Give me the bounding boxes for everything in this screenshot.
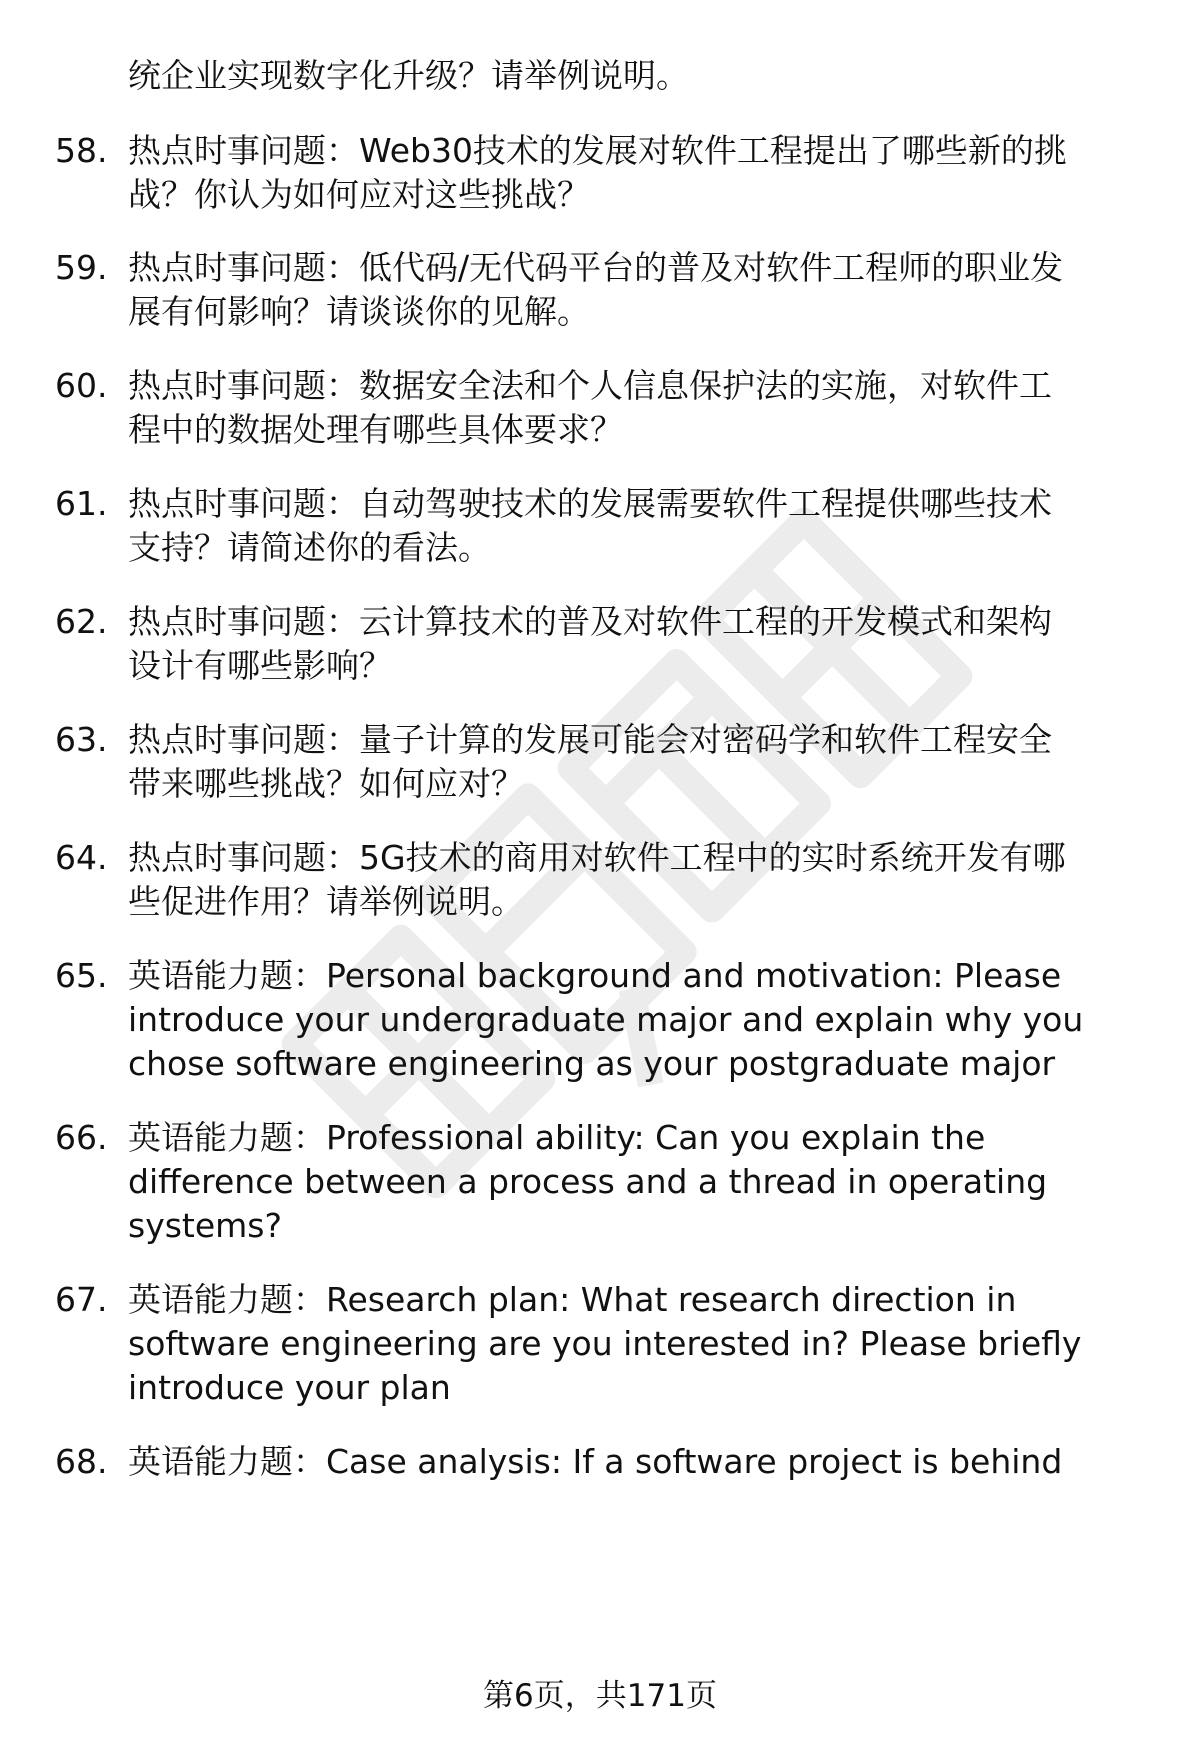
question-number: 60. [55,366,108,405]
question-text-line: 英语能力题：Case analysis: If a software project is behind [128,1442,1063,1481]
question-number: 59. [55,248,108,287]
question-text-line: 些促进作用？请举例说明。 [128,882,524,921]
question-text-line: 热点时事问题：数据安全法和个人信息保护法的实施，对软件工 [128,366,1052,405]
question-text-line: 带来哪些挑战？如何应对？ [128,764,524,803]
question-text-line: 设计有哪些影响？ [128,646,392,685]
question-text-line: 英语能力题：Professional ability: Can you explain the [128,1118,986,1157]
question-number: 62. [55,602,108,641]
question-number: 68. [55,1442,108,1481]
question-text-line: 英语能力题：Personal background and motivation: Please [128,956,1062,995]
question-number: 63. [55,720,108,759]
question-text-line: 热点时事问题：量子计算的发展可能会对密码学和软件工程安全 [128,720,1052,759]
question-text-line: introduce your plan [128,1368,451,1407]
question-number: 58. [55,131,108,170]
question-text-line: 热点时事问题：自动驾驶技术的发展需要软件工程提供哪些技术 [128,484,1052,523]
question-text-line: 热点时事问题：Web30技术的发展对软件工程提出了哪些新的挑 [128,131,1067,170]
continued-question-line: 统企业实现数字化升级？请举例说明。 [128,56,689,95]
page-footer: 第6页，共171页 [483,1678,717,1714]
question-text-line: 热点时事问题：5G技术的商用对软件工程中的实时系统开发有哪 [128,838,1066,877]
question-text-line: 热点时事问题：云计算技术的普及对软件工程的开发模式和架构 [128,602,1052,641]
question-text-line: 程中的数据处理有哪些具体要求？ [128,410,623,449]
question-text-line: chose software engineering as your postgraduate major [128,1044,1056,1083]
question-text-line: 英语能力题：Research plan: What research direction in [128,1280,1017,1319]
question-number: 67. [55,1280,108,1319]
question-text-line: 展有何影响？请谈谈你的见解。 [128,292,590,331]
question-number: 61. [55,484,108,523]
question-text-line: 热点时事问题：低代码/无代码平台的普及对软件工程师的职业发 [128,248,1064,287]
question-text-line: software engineering are you interested in? Please briefly [128,1324,1082,1363]
question-text-line: introduce your undergraduate major and explain why you [128,1000,1084,1039]
question-text-line: 支持？请简述你的看法。 [128,528,491,567]
question-text-line: systems? [128,1206,283,1245]
question-number: 64. [55,838,108,877]
question-text-line: 战？你认为如何应对这些挑战？ [128,175,590,214]
question-text-line: difference between a process and a thread in operating [128,1162,1048,1201]
question-number: 66. [55,1118,108,1157]
question-number: 65. [55,956,108,995]
